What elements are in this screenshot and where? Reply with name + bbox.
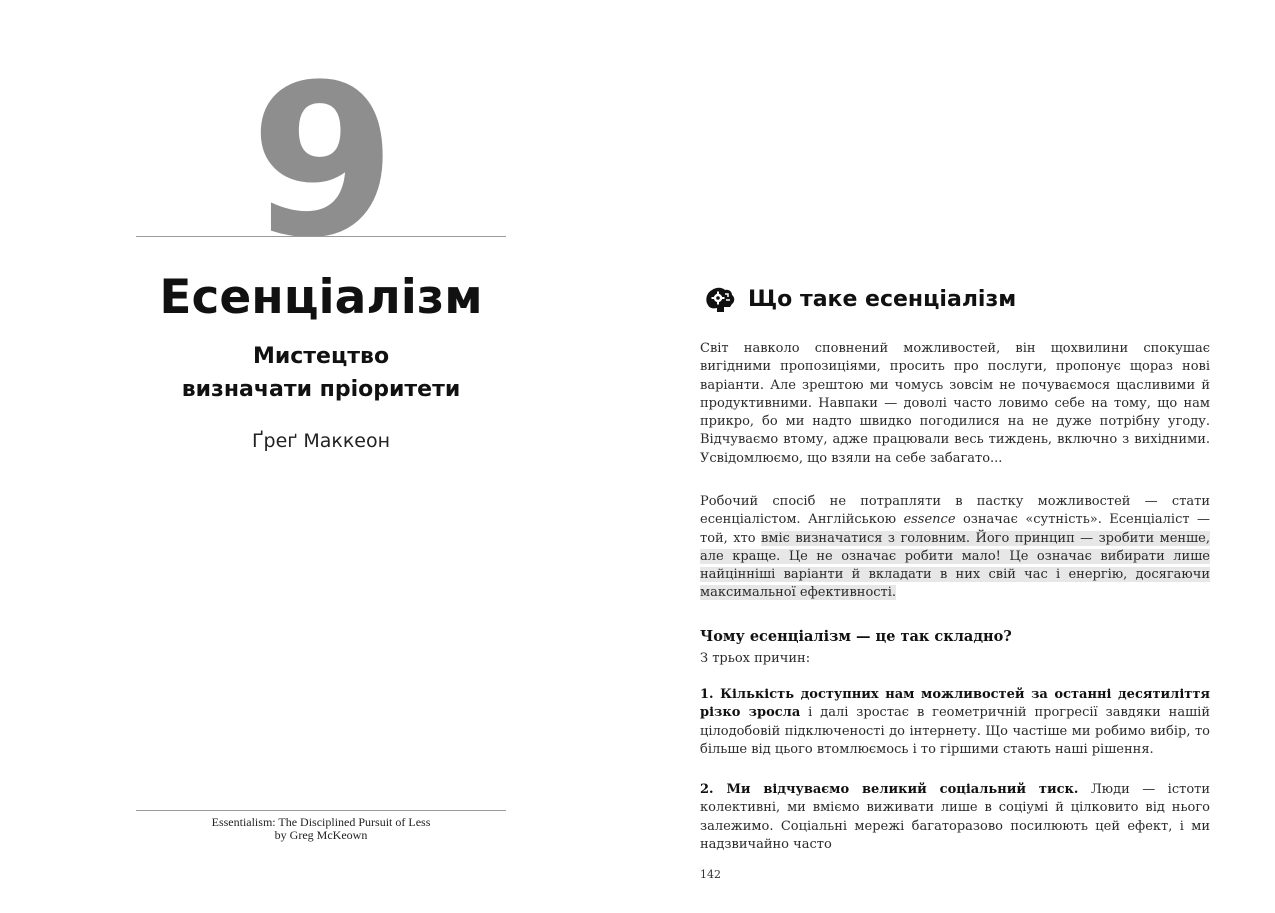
- highlighted-text: вміє визначатися з головним. Його принцип — зробити менше, але краще. Це не означає робити мало! Це означає вибирати лише найцінніші варіанти й вкладати в них свій час і енергію, досягаючи максимальної ефективності.: [700, 530, 1210, 601]
- reason-2-bold: 2. Ми відчуваємо великий соціальний тиск.: [700, 782, 1079, 797]
- reason-1-text: і далі зростає в геометричній прогресії завдяки нашій цілодобовій підключеності до інтернету. Що частіше ми робимо вибір, то більше від цього втомлюємось і то гіршими стають наші рішення.: [700, 705, 1210, 757]
- brain-gear-icon: [704, 285, 738, 315]
- section-heading-text: Що таке есенціалізм: [748, 287, 1017, 312]
- definition-italic-word: essence: [903, 512, 956, 528]
- reasons-intro: З трьох причин:: [700, 651, 811, 666]
- top-divider: [136, 236, 506, 237]
- left-page: [0, 0, 637, 913]
- chapter-number: 9: [249, 39, 393, 284]
- definition-text-2: означає «сутність». Есенціаліст — той, хто: [700, 512, 1210, 546]
- subheading: Чому есенціалізм — це так складно?: [700, 628, 1012, 645]
- book-title: Есенціалізм: [159, 270, 483, 325]
- reason-1: [700, 686, 1210, 759]
- paragraph-definition: [700, 493, 1210, 603]
- bottom-divider: [136, 810, 506, 811]
- reason-1-bold: 1. Кількість доступних нам можливостей за останні десятиліття різко зросла: [700, 687, 1210, 721]
- subtitle-line-1: Мистецтво: [252, 344, 390, 369]
- subtitle-line-2: визначати пріоритети: [181, 377, 461, 402]
- reason-2: [700, 781, 1210, 854]
- book-subtitle: [136, 340, 506, 406]
- reason-2-text: Люди — істоти колективні, ми вміємо виживати лише в соціумі й цілковито від нього залежимо. Соціальні мережі багаторазово посилюють цей ефект, і ми надзвичайно часто: [700, 782, 1210, 852]
- original-title-line-1: Essentialism: The Disciplined Pursuit of Less: [211, 815, 431, 829]
- original-title: [136, 816, 506, 842]
- book-author: Ґреґ Маккеон: [251, 430, 391, 452]
- page-number: 142: [700, 868, 721, 881]
- definition-text-1: Робочий спосіб не потрапляти в пастку можливостей — стати есенціалістом. Англійською: [700, 494, 1210, 528]
- original-title-line-2: by Greg McKeown: [274, 828, 368, 842]
- section-heading: [704, 284, 1244, 316]
- right-page: [637, 0, 1275, 913]
- paragraph-intro: Світ навколо сповнений можливостей, він щохвилини спокушає вигідними пропозиціями, просить про послуги, пропонує щораз нові варіанти. Але зрештою ми чомусь зовсім не почуваємося щасливими й продуктивними. Навпаки — доволі часто ловимо себе на тому, що нам прикро, бо ми надто швидко погодилися на не дуже потрібну угоду. Відчуваємо втому, адже працювали весь тиждень, включно з вихідними. Усвідомлюємо, що взяли на себе забагато...: [700, 341, 1210, 466]
